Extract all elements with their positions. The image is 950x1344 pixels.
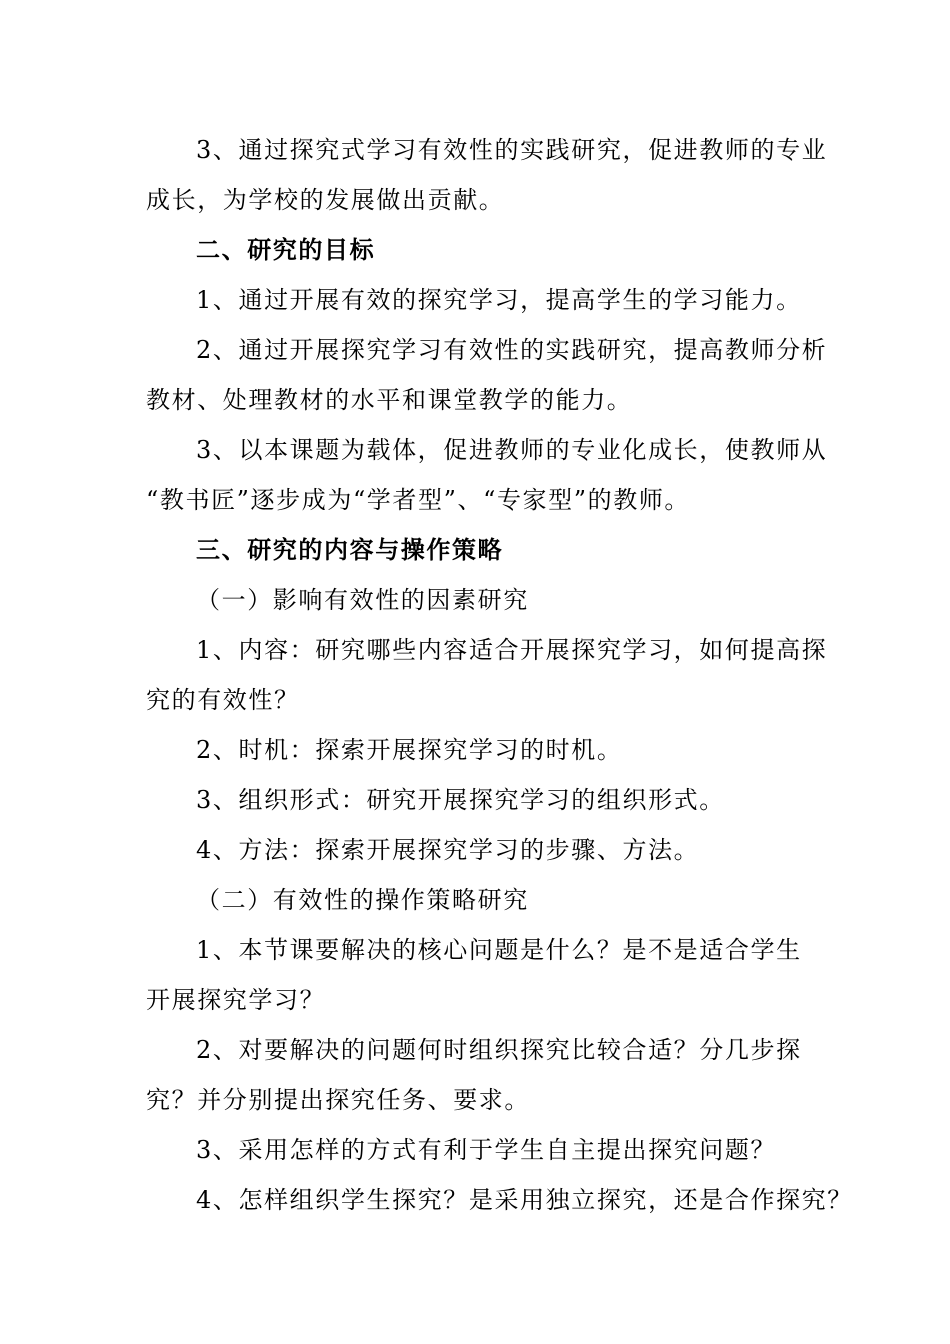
paragraph-line: 1、内容：研究哪些内容适合开展探究学习，如何提高探 [196,636,828,664]
paragraph-line: 3、以本课题为载体，促进教师的专业化成长，使教师从 [196,436,828,464]
paragraph-line: 成长，为学校的发展做出贡献。 [146,186,505,214]
paragraph-line: 3、组织形式：研究开展探究学习的组织形式。 [196,786,725,814]
paragraph-line: 3、通过探究式学习有效性的实践研究，促进教师的专业 [196,136,828,164]
paragraph-line: 1、通过开展有效的探究学习，提高学生的学习能力。 [196,286,802,314]
section-heading: 三、研究的内容与操作策略 [196,535,504,564]
paragraph-line: 2、通过开展探究学习有效性的实践研究，提高教师分析 [196,336,828,364]
paragraph-line: 开展探究学习？ [146,986,326,1014]
subsection-heading: （二）有效性的操作策略研究 [196,886,529,914]
paragraph-line: 究的有效性？ [146,686,300,714]
paragraph-line: “教书匠”逐步成为“学者型”、“专家型”的教师。 [146,486,691,514]
paragraph-line: 3、采用怎样的方式有利于学生自主提出探究问题？ [196,1136,777,1164]
paragraph-line: 4、方法：探索开展探究学习的步骤、方法。 [196,836,700,864]
paragraph-line: 2、时机：探索开展探究学习的时机。 [196,736,623,764]
paragraph-line: 2、对要解决的问题何时组织探究比较合适？分几步探 [196,1036,802,1064]
paragraph-line: 4、怎样组织学生探究？是采用独立探究，还是合作探究？ [196,1186,853,1214]
paragraph-line: 1、本节课要解决的核心问题是什么？是不是适合学生 [196,936,802,964]
paragraph-line: 究？并分别提出探究任务、要求。 [146,1086,530,1114]
paragraph-line: 教材、处理教材的水平和课堂教学的能力。 [146,386,633,414]
subsection-heading: （一）影响有效性的因素研究 [196,586,529,614]
section-heading: 二、研究的目标 [196,235,376,264]
